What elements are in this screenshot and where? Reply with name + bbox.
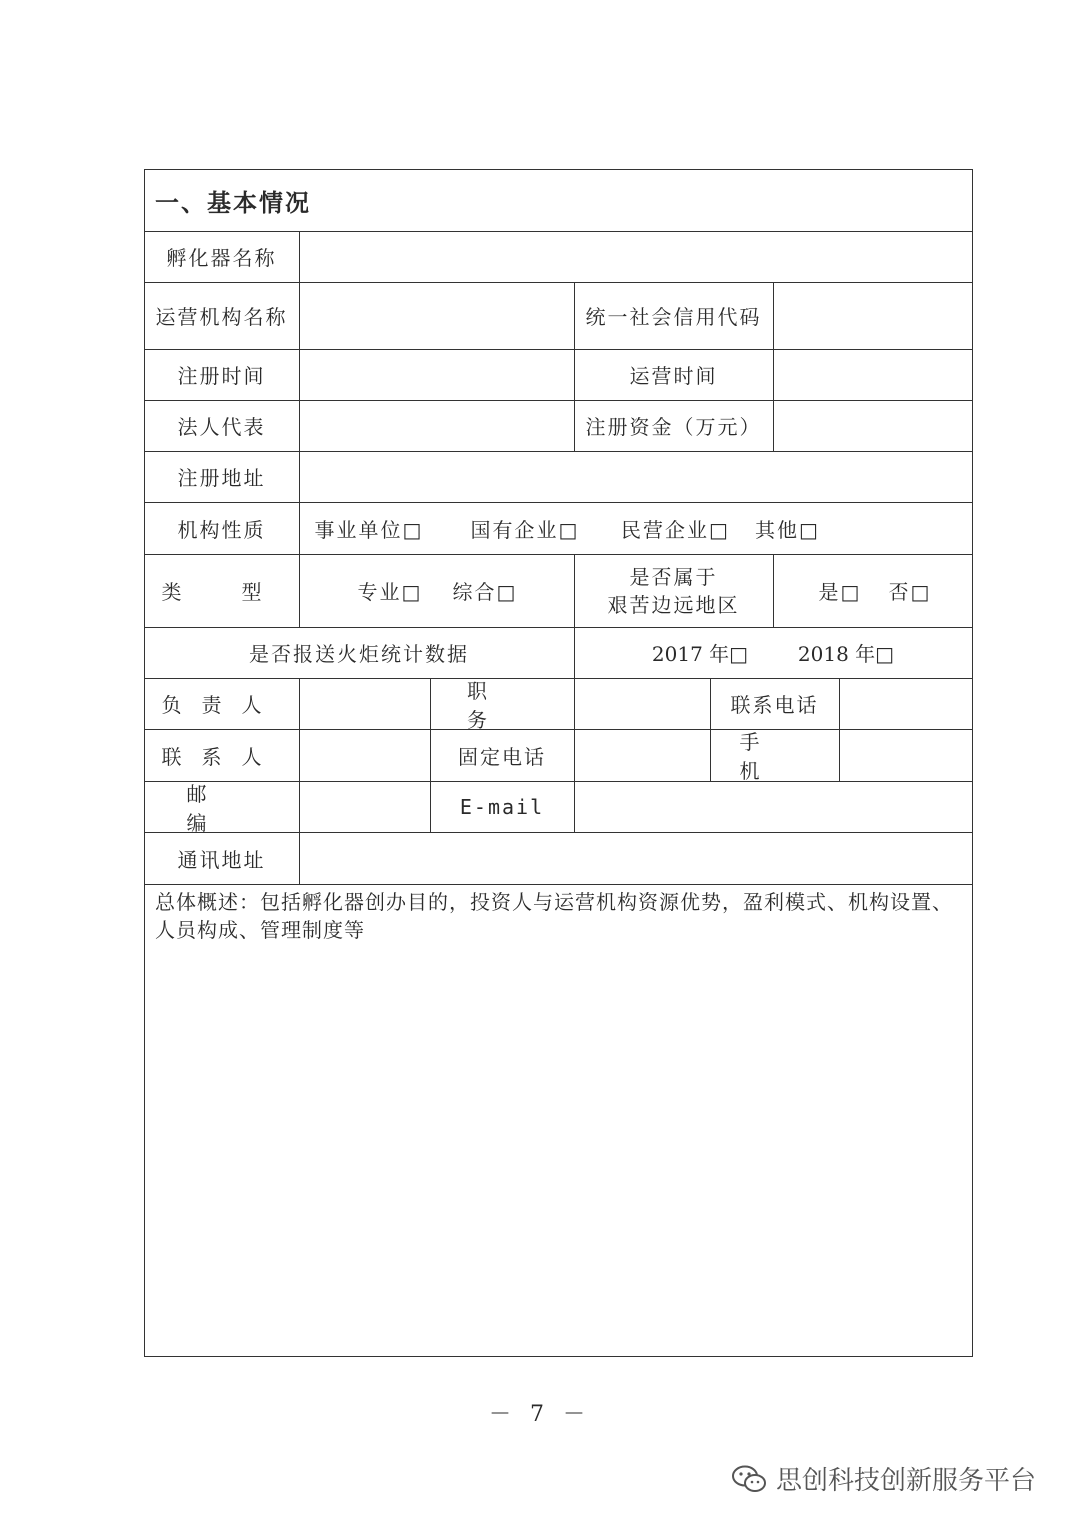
row-divider: [144, 884, 973, 885]
contact-phone-label: 联系电话: [730, 693, 819, 717]
register-time-label: 注册时间: [177, 364, 266, 388]
position-field[interactable]: [574, 678, 710, 729]
contact-phone-field[interactable]: [839, 678, 973, 729]
register-address-label: 注册地址: [177, 466, 266, 490]
org-nature-option-private[interactable]: 民营企业□: [621, 517, 730, 542]
col-divider: [773, 554, 774, 627]
summary-line-1: 总体概述：包括孵化器创办目的，投资人与运营机构资源优势，盈利模式、机构设置、: [155, 890, 953, 914]
type-option-specialized[interactable]: 专业□: [357, 580, 423, 604]
org-nature-option-state[interactable]: 国有企业□: [470, 517, 580, 542]
summary-text[interactable]: [155, 888, 970, 944]
summary-line-2: 人员构成、管理制度等: [155, 918, 365, 942]
incubator-name-label: 孵化器名称: [166, 246, 277, 270]
type-option-comprehensive[interactable]: 综合□: [452, 580, 518, 604]
remote-area-label: [574, 554, 773, 627]
landline-label: 固定电话: [458, 744, 546, 769]
postcode-label: 邮 编: [186, 781, 327, 835]
remote-area-label-line2: 艰苦边远地区: [607, 592, 740, 617]
operate-time-field[interactable]: [773, 349, 973, 400]
credit-code-field[interactable]: [773, 282, 973, 349]
email-label: E-mail: [459, 794, 545, 819]
register-capital-field[interactable]: [773, 400, 973, 451]
person-in-charge-field[interactable]: [299, 678, 430, 729]
mobile-field[interactable]: [839, 729, 973, 781]
operator-name-label: 运营机构名称: [155, 305, 288, 329]
register-capital-label: 注册资金（万元）: [585, 415, 762, 439]
page-number: － 7 －: [489, 1402, 591, 1427]
person-in-charge-label: 负责人: [161, 693, 282, 717]
operator-name-field[interactable]: [299, 282, 574, 349]
register-address-field[interactable]: [299, 451, 973, 502]
legal-rep-label: 法人代表: [177, 415, 266, 439]
position-label: 职 务: [467, 678, 607, 732]
org-nature-label: 机构性质: [177, 517, 266, 542]
incubator-name-field[interactable]: [299, 231, 973, 282]
watermark: [730, 1460, 1036, 1497]
section-title: 一、基本情况: [155, 189, 311, 217]
credit-code-label: 统一社会信用代码: [585, 305, 762, 329]
operate-time-label: 运营时间: [629, 364, 718, 388]
mailing-address-label: 通讯地址: [177, 847, 266, 872]
mobile-label: 手 机: [739, 730, 880, 783]
torch-report-label: 是否报送火炬统计数据: [249, 642, 469, 666]
email-field[interactable]: [574, 781, 973, 832]
contact-person-label: 联系人: [161, 744, 282, 769]
remote-area-option-yes[interactable]: 是□: [818, 580, 862, 604]
type-label: 类 型: [161, 580, 282, 604]
org-nature-option-public[interactable]: 事业单位□: [314, 517, 424, 542]
watermark-text: 思创科技创新服务平台: [776, 1466, 1037, 1496]
remote-area-label-line1: 是否属于: [629, 564, 718, 589]
org-nature-option-other[interactable]: 其他□: [755, 517, 820, 542]
mailing-address-field[interactable]: [299, 832, 973, 884]
remote-area-option-no[interactable]: 否□: [888, 580, 932, 604]
legal-rep-field[interactable]: [299, 400, 574, 451]
postcode-field[interactable]: [299, 781, 430, 832]
contact-person-field[interactable]: [299, 729, 430, 781]
landline-field[interactable]: [574, 729, 710, 781]
torch-year-2018-option[interactable]: 2018 年□: [797, 642, 895, 666]
wechat-icon: [730, 1464, 768, 1494]
register-time-field[interactable]: [299, 349, 574, 400]
torch-year-2017-option[interactable]: 2017 年□: [651, 642, 749, 666]
